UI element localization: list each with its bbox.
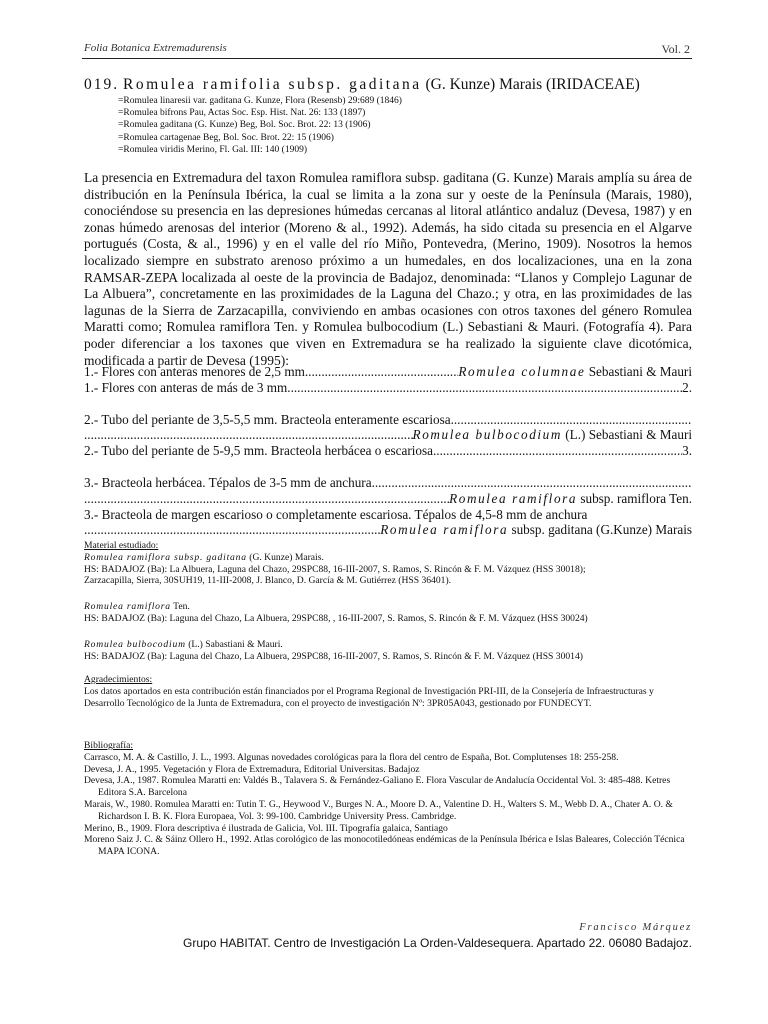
entry-number: 019. (84, 76, 120, 93)
reference-item: Moreno Saiz J. C. & Sáinz Ollero H., 1992. Atlas corológico de las monocotiledóneas endémicas de la Península Ibérica e Islas Baleares, Colección Técnica MAPA ICONA. (84, 834, 685, 858)
journal-name: Folia Botanica Extremadurensis (84, 42, 227, 54)
synonym-line: =Romulea viridis Merino, Fl. Gal. III: 140 (1909) (118, 144, 307, 155)
acknowledgements-text: Los datos aportados en esta contribución están financiados por el Programa Regional de Investigación PRI-III, de la Consejería de Infraestructuras y Desarrollo Tecnológico de la Junta de Extremadura, con el proyecto de investigación Nº: 3PR05A043, gestionado por FUNDECYT. (84, 685, 654, 709)
specimen-record: HS: BADAJOZ (Ba): Laguna del Chazo, La Albuera, 29SPC88, 16-III-2007, S. Ramos, S. Rincón & F. M. Vázquez (HSS 30014) (84, 650, 583, 662)
key-couplet-1b: 1.- Flores con anteras de más de 3 mm ..... 2. (84, 380, 692, 396)
key-couplet-3a: 3.- Bracteola herbácea. Tépalos de 3-5 mm de anchura ..... (84, 475, 692, 491)
body-paragraph: La presencia en Extremadura del taxon Romulea ramiflora subsp. gaditana (G. Kunze) Marais amplía su área de distribución en la Península Ibérica, la cual se limita a la zona sur y oeste de la Península (Marais, 1980), conociéndose su presencia en las depresiones húmedas cercanas al litoral atlántico andaluz (Devesa, 1987) y en zonas húmedo arenosas del interior (Moreno & al., 1992). Además, ha sido citada su presencia en el Algarve portugués (Costa, & al., 1996) y en el valle del río Miño, Pontevedra, (Merino, 1909). Nosotros la hemos localizado siempre en substrato arenoso próximo a un humedales, en dos localizaciones, una en la zona RAMSAR-ZEPA localizada al oeste de la provincia de Badajoz, denominada: “Llanos y Complejo Lagunar de La Albuera”, concretamente en las proximidades de la Laguna del Chazo.; y otra, en las proximidades de las lagunas de la Sierra de Zarzacapilla, conviviendo en ambas ocasiones con otros taxones del género Romulea Maratti como; Romulea ramiflora Ten. y Romulea bulbocodium (L.) Sebastiani & Mauri. (Fotografía 4). Para poder diferenciar a los taxones que viven en Extremadura se ha realizado la siguiente clave dicotómica, modificada a partir de Devesa (1995): (84, 170, 692, 368)
synonym-line: =Romulea cartagenae Beg, Bol. Soc. Brot. 22: 15 (1906) (118, 132, 334, 143)
species-title (84, 76, 640, 94)
synonym-line: =Romulea bifrons Pau, Actas Soc. Esp. Hist. Nat. 26: 133 (1897) (118, 108, 366, 119)
specimen-record: Zarzacapilla, Sierra, 30SUH19, 11-III-2008, J. Blanco, D. García & M. Gutiérrez (HSS 36401). (84, 575, 452, 587)
specimen-record: HS: BADAJOZ (Ba): La Albuera, Laguna del Chazo, 29SPC88, 16-III-2007, S. Ramos, S. Rincón & F. M. Vázquez (HSS 30018); (84, 563, 586, 575)
species-authority: (G. Kunze) Marais (IRIDACEAE) (425, 76, 640, 93)
bibliography-heading: Bibliografía: (84, 740, 134, 751)
reference-item: Carrasco, M. A. & Castillo, J. L., 1993. Algunas novedades corológicas para la flora del centro de España, Bot. Complutenses 18: 255-258. (84, 751, 619, 763)
synonym-line: =Romulea linaresii var. gaditana G. Kunze, Flora (Resensb) 29:689 (1846) (118, 96, 402, 106)
running-header (82, 40, 692, 59)
author-affiliation: Grupo HABITAT. Centro de Investigación La Orden-Valdesequera. Apartado 22. 06080 Badajoz. (183, 936, 692, 950)
synonym-line: =Romulea gaditana (G. Kunze) Beg, Bol. Soc. Brot. 22: 13 (1906) (118, 120, 371, 131)
key-couplet-2a: 2.- Tubo del periante de 3,5-5,5 mm. Bracteola enteramente escariosa ..... (84, 412, 692, 428)
acknowledgements-heading: Agradecimientos: (84, 674, 153, 685)
acknowledgements-section (84, 674, 692, 709)
volume-label: Vol. 2 (661, 42, 690, 56)
reference-item: Devesa, J.A., 1987. Romulea Maratti en: Valdés B., Talavera S. & Fernández-Galiano E. Flora Vascular de Andalucía Occidental Vol. 3: 485-488. Ketres Editora S.A. Barcelona (84, 775, 671, 799)
reference-item: Merino, B., 1909. Flora descriptiva é ilustrada de Galicia, Vol. III. Tipografía galaica, Santiago (84, 822, 448, 834)
bibliography-section (84, 740, 692, 858)
key-couplet-1a: 1.- Flores con anteras menores de 2,5 mm ..... Romulea columnae Sebastiani & Mauri (84, 364, 692, 380)
author-signature: Francisco Márquez (579, 922, 692, 933)
dichotomous-key: 1.- Flores con anteras menores de 2,5 mm ..... Romulea columnae Sebastiani & Mauri 1.- Flores con anteras de más de 3 mm ..... 2. 2.- Tubo del periante de 3,5-5,5 mm. Bracteola enteramente escariosa ..... ..... Romulea bulbocodium (L.) Sebastiani & Mauri 2.- Tubo del periante de 5-9,5 mm. Bracteola herbácea o escariosa ..... 3. 3.- Bracteola herbácea. Tépalos de 3-5 mm de anchura ..... ..... Romulea ramiflora subsp. ramiflora Ten. 3.- Bracteola de margen escarioso o completamente escariosa. Tépalos de 4,5-8 mm de anchura ..... Romulea ramiflora subsp. gaditana (G.Kunze) Marais (84, 364, 692, 538)
key-couplet-2b: 2.- Tubo del periante de 5-9,5 mm. Bracteola herbácea o escariosa ..... 3. (84, 443, 692, 459)
material-section: Material estudiado: Romulea ramiflora subsp. gaditana (G. Kunze) Marais. HS: BADAJOZ (Ba): La Albuera, Laguna del Chazo, 29SPC88, 16-III-2007, S. Ramos, S. Rincón & F. M. Vázquez (HSS 30018); Zarzacapilla, Sierra, 30SUH19, 11-III-2008, J. Blanco, D. García & M. Gutiérrez (HSS 36401). Romulea ramiflora Ten. HS: BADAJOZ (Ba): Laguna del Chazo, La Albuera, 29SPC88, , 16-III-2007, S. Ramos, S. Rincón & F. M. Vázquez (HSS 30024) Romulea bulbocodium (L.) Sabastiani & Mauri. HS: BADAJOZ (Ba): Laguna del Chazo, La Albuera, 29SPC88, 16-III-2007, S. Ramos, S. Rincón & F. M. Vázquez (HSS 30014) (84, 540, 692, 662)
specimen-record: HS: BADAJOZ (Ba): Laguna del Chazo, La Albuera, 29SPC88, , 16-III-2007, S. Ramos, S. Rincón & F. M. Vázquez (HSS 30024) (84, 612, 588, 624)
species-name: Romulea ramifolia subsp. gaditana (123, 76, 422, 93)
reference-item: Marais, W., 1980. Romulea Maratti en: Tutin T. G., Heywood V., Burges N. A., Moore D. A., Valentine D. H., Walters S. M., Webb D. A., Chater A. O. & Richardson I. B. K. Flora Europaea, Vol. 3: 99-100. Cambridge University Press. Cambridge. (84, 798, 673, 822)
reference-item: Devesa, J. A., 1995. Vegetación y Flora de Extremadura, Editorial Universitas. Badajoz (84, 763, 420, 775)
key-couplet-3b: 3.- Bracteola de margen escarioso o completamente escariosa. Tépalos de 4,5-8 mm de anchura (84, 506, 588, 522)
material-heading: Material estudiado: (84, 540, 159, 551)
synonym-list (118, 95, 402, 156)
